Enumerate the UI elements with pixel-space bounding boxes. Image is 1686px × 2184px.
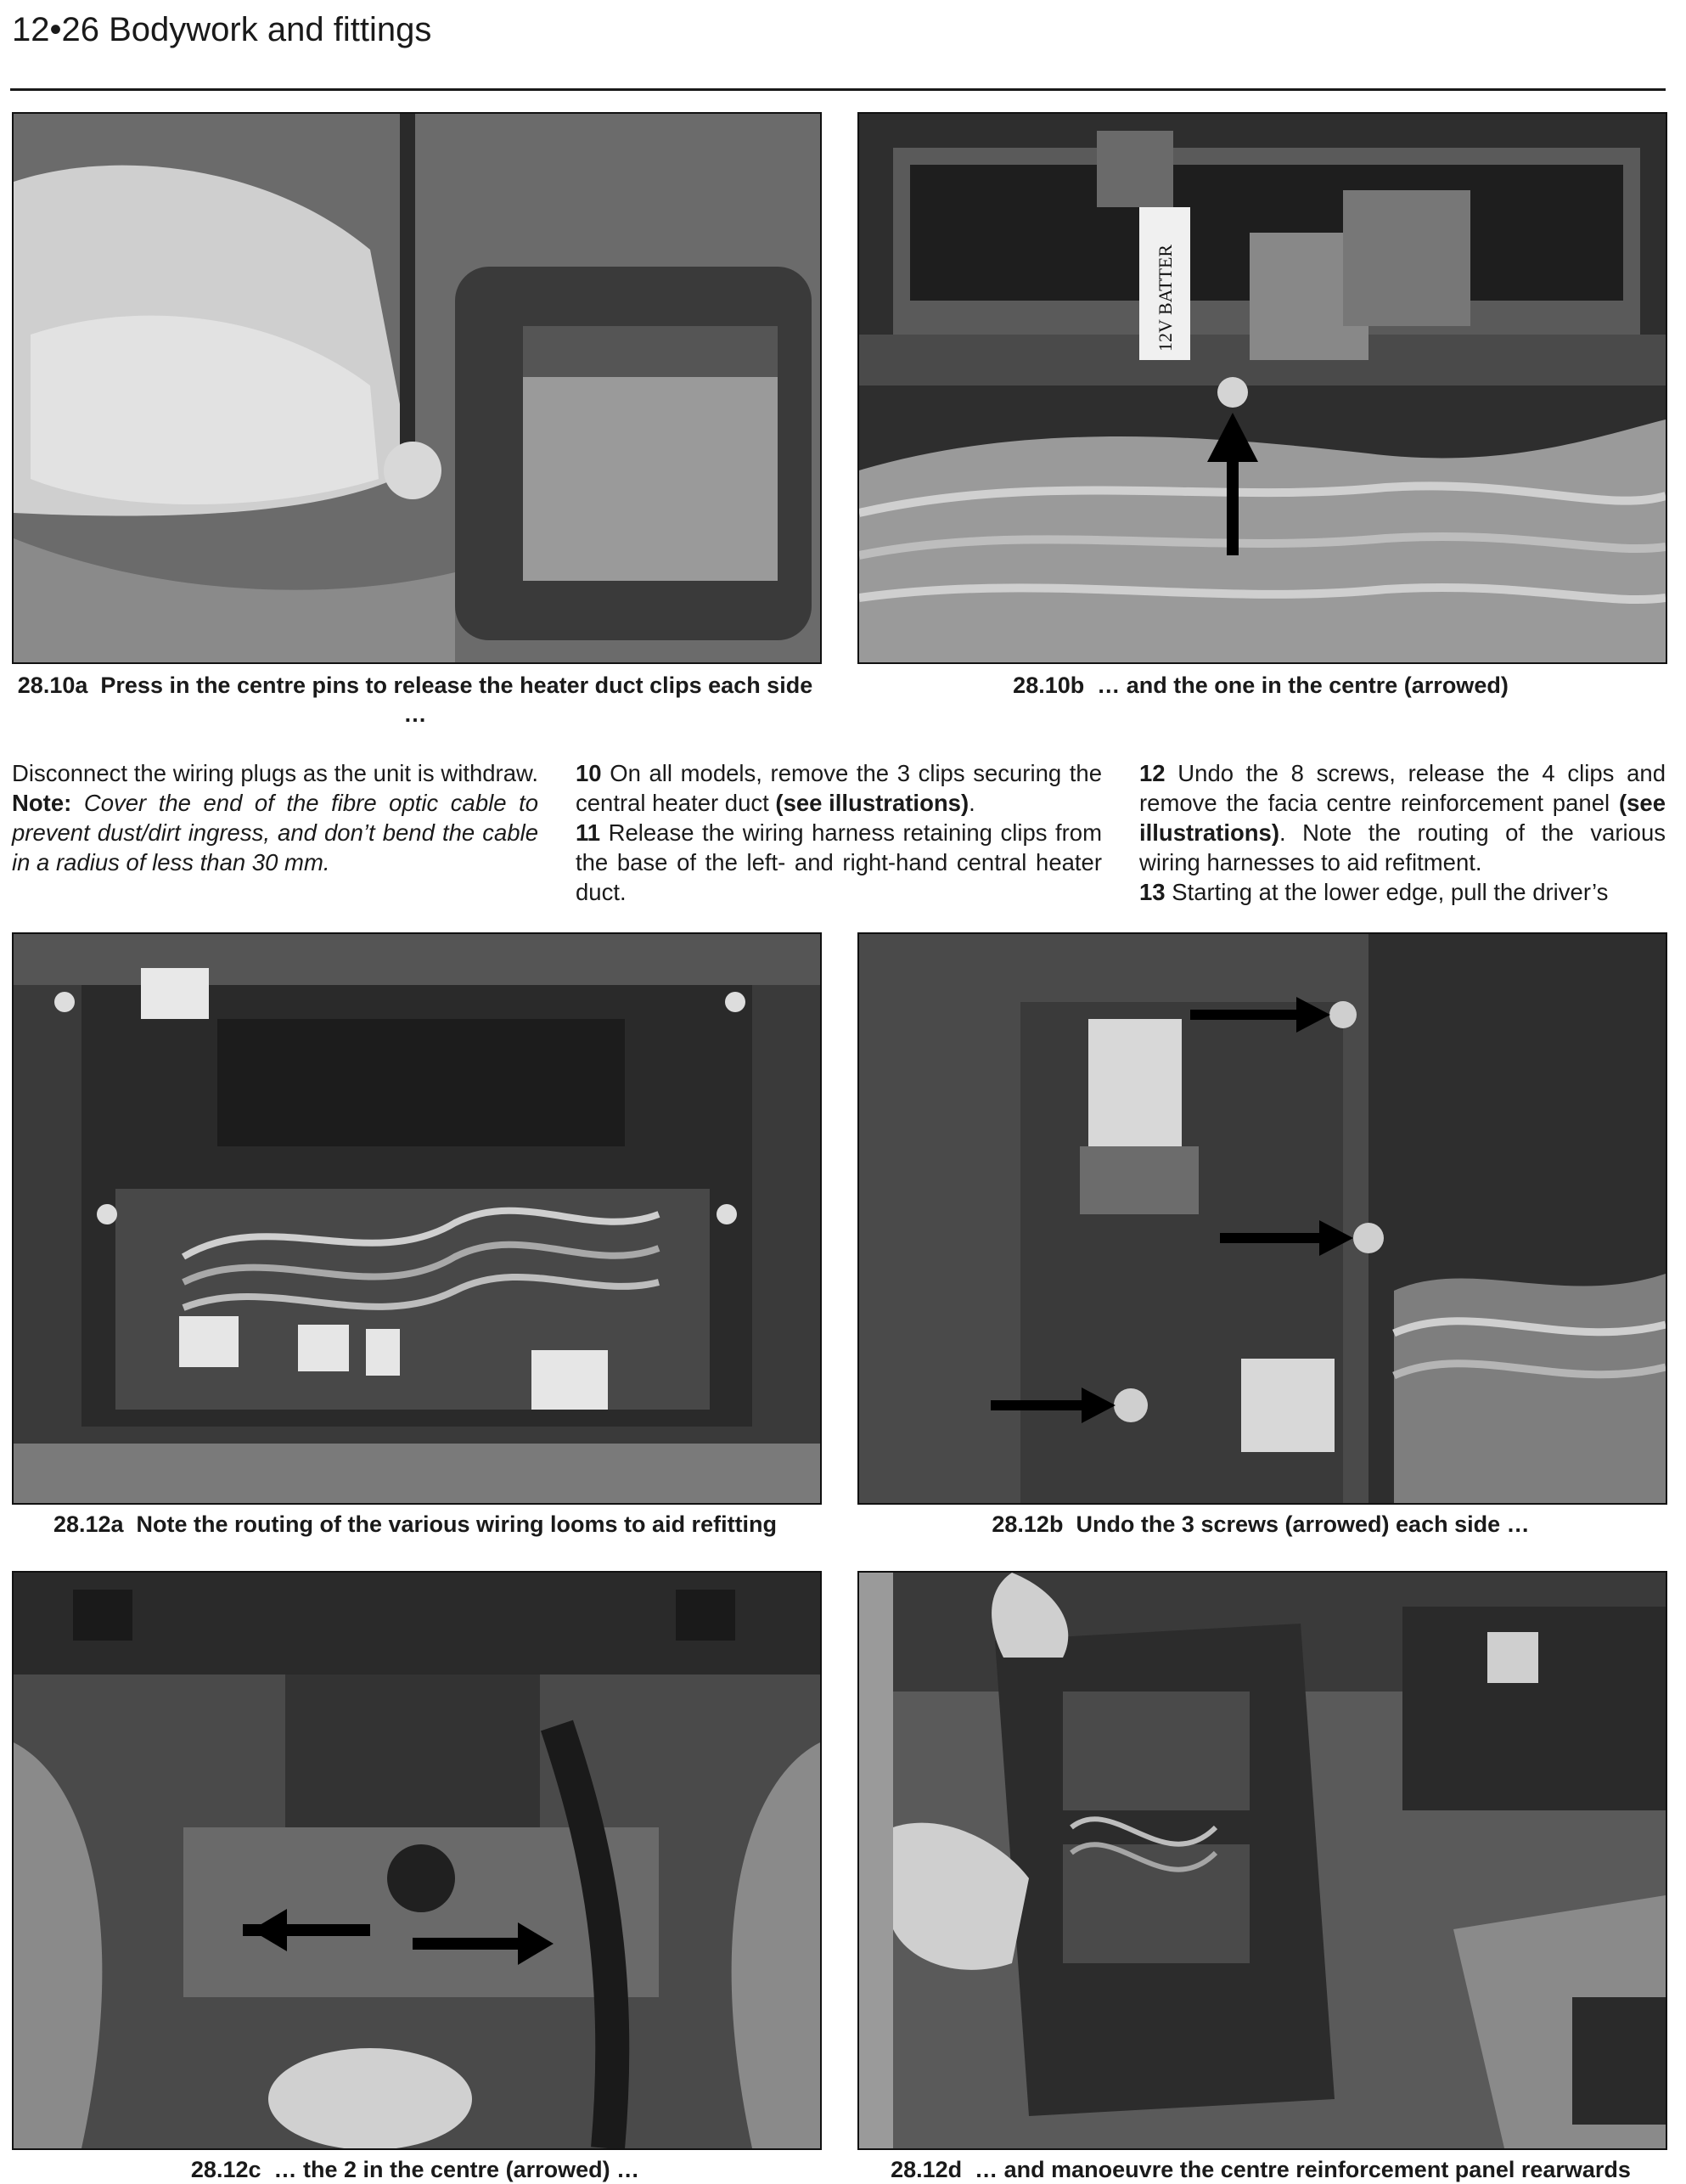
- battery-tag-label: 12V BATTER: [1155, 244, 1176, 352]
- photo-28-12c: [12, 1571, 822, 2150]
- paragraph-text: On all models, remove the 3 clips securing the central heater duct: [576, 760, 1103, 816]
- note-text: Cover the end of the fibre optic cable to prevent dust/dirt ingress, and don’t bend the cable in a radius of less than 30 mm.: [12, 790, 539, 875]
- photo-28-10a: [12, 112, 822, 664]
- paragraph-11: [576, 818, 1102, 907]
- figure-id: 28.10b: [1013, 673, 1085, 698]
- page-header: [10, 7, 1666, 91]
- text-column-2: [576, 758, 1102, 907]
- paragraph-lead: Disconnect the wiring plugs as the unit is withdraw.: [12, 760, 538, 786]
- paragraph-text: Starting at the lower edge, pull the driver’s: [1172, 879, 1609, 905]
- figure-id: 28.12b: [992, 1511, 1064, 1537]
- paragraph-12: [1139, 758, 1666, 877]
- paragraph-number: 13: [1139, 879, 1166, 905]
- figure-id: 28.12a: [53, 1511, 124, 1537]
- text-column-1: [12, 758, 538, 877]
- caption-28-12a: [12, 1510, 818, 1539]
- paragraph-10: [576, 758, 1102, 818]
- figure-caption: Press in the centre pins to release the heater duct clips each side …: [100, 673, 813, 727]
- paragraph-13: [1139, 877, 1666, 907]
- figure-caption: Undo the 3 screws (arrowed) each side …: [1076, 1511, 1530, 1537]
- caption-28-10b: [857, 671, 1664, 700]
- paragraph: [12, 758, 538, 877]
- paragraph-number: 12: [1139, 760, 1166, 786]
- paragraph-end: . Note the routing of the various wiring harnesses to aid refitment.: [1139, 819, 1666, 875]
- figure-caption: … and the one in the centre (arrowed): [1097, 673, 1509, 698]
- caption-28-12c: [12, 2155, 818, 2184]
- photo-28-12d: [857, 1571, 1667, 2150]
- figure-id: 28.12c: [190, 2157, 261, 2182]
- caption-28-12d: [857, 2155, 1664, 2184]
- text-column-3: [1139, 758, 1666, 907]
- paragraph-end: .: [969, 790, 975, 816]
- paragraph-number: 10: [576, 760, 602, 786]
- caption-28-12b: [857, 1510, 1664, 1539]
- caption-28-10a: [12, 671, 818, 729]
- figure-caption: Note the routing of the various wiring looms to aid refitting: [136, 1511, 778, 1537]
- figure-caption: … and manoeuvre the centre reinforcement panel rearwards: [975, 2157, 1631, 2182]
- paragraph-number: 11: [576, 819, 601, 846]
- paragraph-text: Undo the 8 screws, release the 4 clips and remove the facia centre reinforcement panel: [1139, 760, 1666, 816]
- section-title: Bodywork and fittings: [109, 11, 432, 48]
- note-label: Note:: [12, 790, 72, 816]
- paragraph-text: Release the wiring harness retaining clips from the base of the left- and right-hand central heater duct.: [576, 819, 1103, 905]
- figure-id: 28.10a: [17, 673, 88, 698]
- photo-28-12b: [857, 932, 1667, 1505]
- figure-id: 28.12d: [891, 2157, 963, 2182]
- illustration-reference: (see illustrations): [775, 790, 969, 816]
- page-title: [12, 8, 431, 51]
- illustration-reference: (see illustrations): [1139, 790, 1666, 846]
- page-number: 12•26: [12, 11, 99, 48]
- figure-caption: … the 2 in the centre (arrowed) …: [273, 2157, 640, 2182]
- photo-28-10b: [857, 112, 1667, 664]
- photo-28-12a: [12, 932, 822, 1505]
